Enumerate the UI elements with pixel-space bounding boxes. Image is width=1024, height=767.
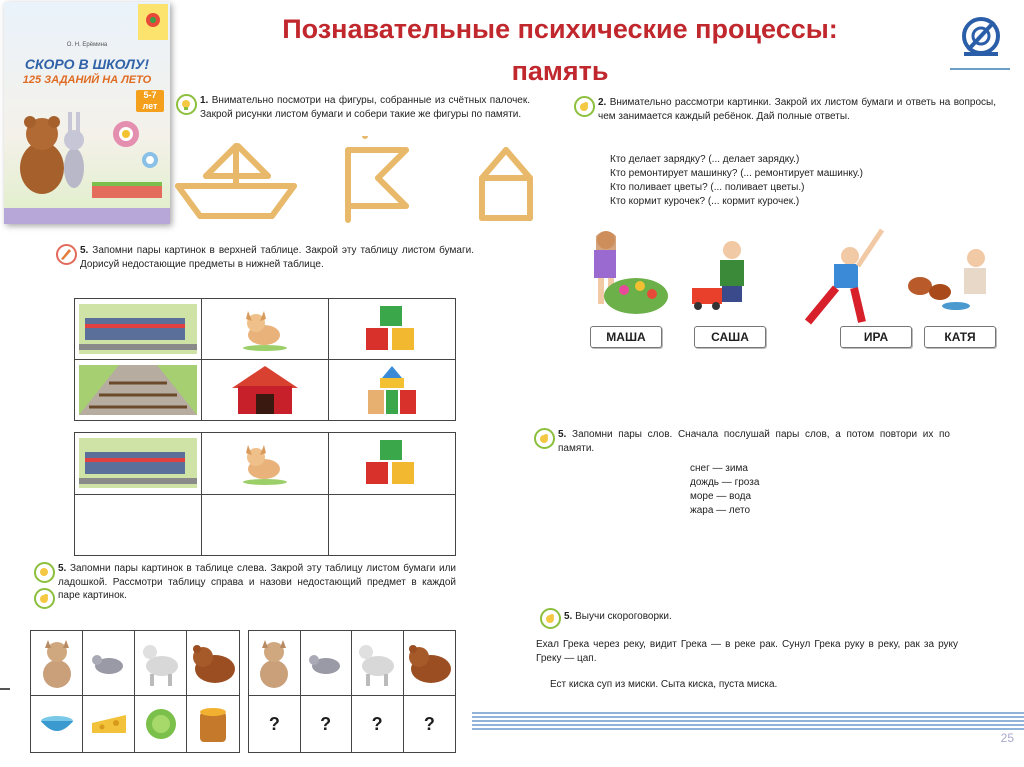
task-pairs-icon-2 [34, 588, 55, 609]
task-children [598, 96, 996, 123]
cell-bear [187, 631, 240, 696]
title-line-1: Познавательные психические процессы: [282, 14, 838, 44]
left-marker [0, 688, 10, 690]
cell-cheese [83, 696, 135, 753]
boat-hull-stick [272, 186, 294, 216]
pencil-icon [59, 247, 73, 261]
task-pictures [80, 244, 474, 271]
book-subtitle: 125 ЗАДАНИЙ НА ЛЕТО [22, 74, 152, 86]
house-roof-stick [482, 150, 506, 178]
rails-icon [79, 365, 197, 415]
cell-question: ? [403, 696, 455, 753]
children-questions [610, 153, 990, 209]
cell-blocks [329, 360, 456, 421]
cell-bear [403, 631, 455, 696]
children-illustration [572, 226, 1002, 326]
task-words-text: Запомни пары слов. Сначала послушай пары слов, а потом повтори их по памяти. [558, 429, 950, 454]
bowl-icon [39, 713, 75, 735]
task-tongue-icon [540, 608, 561, 629]
empty-cell [202, 494, 329, 556]
name-board-ira: ИРА [840, 326, 912, 348]
honey-barrel-icon [194, 704, 232, 744]
task-children-icon [574, 96, 595, 117]
doghouse-icon [228, 364, 302, 416]
task-sticks-icon [176, 94, 197, 115]
bulb-icon [179, 97, 193, 111]
table-row [75, 299, 456, 360]
cubes-icon [362, 304, 422, 354]
cell-rails [75, 360, 202, 421]
task-pictures-icon [56, 244, 77, 265]
cell-cubes [329, 299, 456, 360]
cabbage-icon [143, 706, 179, 742]
cell-cabbage [134, 696, 186, 753]
cell-dog [202, 299, 329, 360]
question-line: Кто поливает цветы? (... поливает цветы.) [610, 182, 805, 193]
question-line: Кто делает зарядку? (... делает зарядку.) [610, 154, 800, 165]
chick-icon [543, 611, 557, 625]
task-pairs-text: Запомни пары картинок в таблице слева. Закрой эту таблицу листом бумаги или ладошкой. Рассмотри таблицу справа и назови недостающий предмет в каждой паре картинок. [58, 563, 456, 601]
slide-title [180, 8, 940, 92]
book-title: СКОРО В ШКОЛУ! [24, 56, 150, 72]
task-tongue-text: Выучи скороговорки. [575, 611, 672, 622]
tongue-twister-2: Ест киска суп из миски. Сыта киска, пуста миска. [550, 679, 778, 690]
task-sticks-number: 1. [200, 95, 209, 106]
cubes-icon [362, 438, 422, 488]
word-pair: жара — лето [690, 505, 751, 516]
cell-cat [31, 631, 83, 696]
title-rule [950, 68, 1010, 70]
task-words-number: 5. [558, 429, 567, 440]
bear-icon [405, 641, 453, 685]
bulb-icon [37, 565, 51, 579]
pictures-top-table [74, 298, 456, 421]
bear-icon [189, 641, 237, 685]
task-words [558, 428, 950, 455]
tongue-twister-1: Ехал Грека через реку, видит Грека — в реке рак. Сунул Грека руку в реку, рак за руку Греку — цап. [536, 639, 958, 664]
footer-stripes [472, 712, 1024, 734]
train-icon [79, 438, 197, 488]
book-illustration [4, 98, 170, 224]
chick-icon [577, 99, 591, 113]
name-board-masha: МАША [590, 326, 662, 348]
flag-stick [378, 178, 406, 206]
task-children-number: 2. [598, 97, 607, 108]
table-row [249, 631, 456, 696]
empty-cell [329, 494, 456, 556]
name-board-sasha: САША [694, 326, 766, 348]
cell-mouse [83, 631, 135, 696]
cell-goat [351, 631, 403, 696]
cell-cubes [329, 433, 456, 495]
task-pairs [58, 562, 456, 603]
dog-icon [238, 439, 292, 487]
table-row [31, 696, 240, 753]
cell-mouse [300, 631, 351, 696]
word-pair: море — вода [690, 491, 752, 502]
task-pairs-number: 5. [58, 563, 67, 574]
flower-badge-icon [132, 4, 168, 40]
task-sticks-text: Внимательно посмотри на фигуры, собранные из счётных палочек. Закрой рисунки листом бумаги и собери такие же фигуры по памяти. [200, 95, 531, 120]
mouse-icon [306, 648, 346, 678]
flag-stick [378, 150, 406, 178]
task-pictures-text: Запомни пары картинок в верхней таблице. Закрой эту таблицу листом бумаги. Дорисуй недостающие предметы в нижней таблице. [80, 245, 474, 270]
task-pairs-icon [34, 562, 55, 583]
book-author: О. Н. Ерёмина [66, 42, 108, 48]
mouse-icon [89, 648, 129, 678]
house-roof-stick [506, 150, 530, 178]
chick-icon [537, 431, 551, 445]
question-line: Кто кормит курочек? (... кормит курочек.) [610, 196, 800, 207]
blocks-icon [362, 364, 422, 416]
table-row [75, 494, 456, 556]
task-children-text: Внимательно рассмотри картинки. Закрой их листом бумаги и ответь на вопросы, чем занимается каждый ребёнок. Дай полные ответы. [598, 97, 996, 122]
boat-hull-stick [178, 186, 200, 216]
task-tongue [564, 610, 864, 624]
cell-honey [187, 696, 240, 753]
boat-sail-stick [206, 146, 236, 176]
task-pictures-number: 5. [80, 245, 89, 256]
question-line: Кто ремонтирует машинку? (... ремонтирует машинку.) [610, 168, 863, 179]
table-row [249, 696, 456, 753]
slide-number: 25 [1000, 731, 1014, 745]
cell-train [75, 433, 202, 495]
chick-icon [37, 591, 51, 605]
stick-figures [170, 136, 550, 226]
table-row [31, 631, 240, 696]
cell-doghouse [202, 360, 329, 421]
logo-icon [958, 12, 1004, 62]
book-cover [4, 2, 170, 224]
task-sticks [200, 94, 530, 121]
table-row [75, 360, 456, 421]
pairs-right-table [248, 630, 456, 753]
task-words-icon [534, 428, 555, 449]
title-line-2: память [511, 56, 609, 86]
cell-bowl [31, 696, 83, 753]
boat-sail-stick [238, 146, 268, 176]
task-tongue-number: 5. [564, 611, 573, 622]
dog-icon [238, 305, 292, 353]
cell-question: ? [300, 696, 351, 753]
pictures-bottom-table [74, 432, 456, 556]
train-icon [79, 304, 197, 354]
cat-icon [35, 636, 79, 690]
cell-goat [134, 631, 186, 696]
cheese-icon [90, 709, 128, 739]
empty-cell [75, 494, 202, 556]
pairs-left-table [30, 630, 240, 753]
book-age: 5-7 лет [136, 90, 164, 112]
name-board-katya: КАТЯ [924, 326, 996, 348]
cell-question: ? [249, 696, 301, 753]
cell-train [75, 299, 202, 360]
cat-icon [252, 636, 296, 690]
word-pair: дождь — гроза [690, 477, 760, 488]
table-row [75, 433, 456, 495]
goat-icon [354, 638, 400, 688]
word-pairs [690, 462, 759, 518]
cell-question: ? [351, 696, 403, 753]
cell-dog [202, 433, 329, 495]
word-pair: снег — зима [690, 463, 748, 474]
goat-icon [138, 638, 184, 688]
cell-cat [249, 631, 301, 696]
